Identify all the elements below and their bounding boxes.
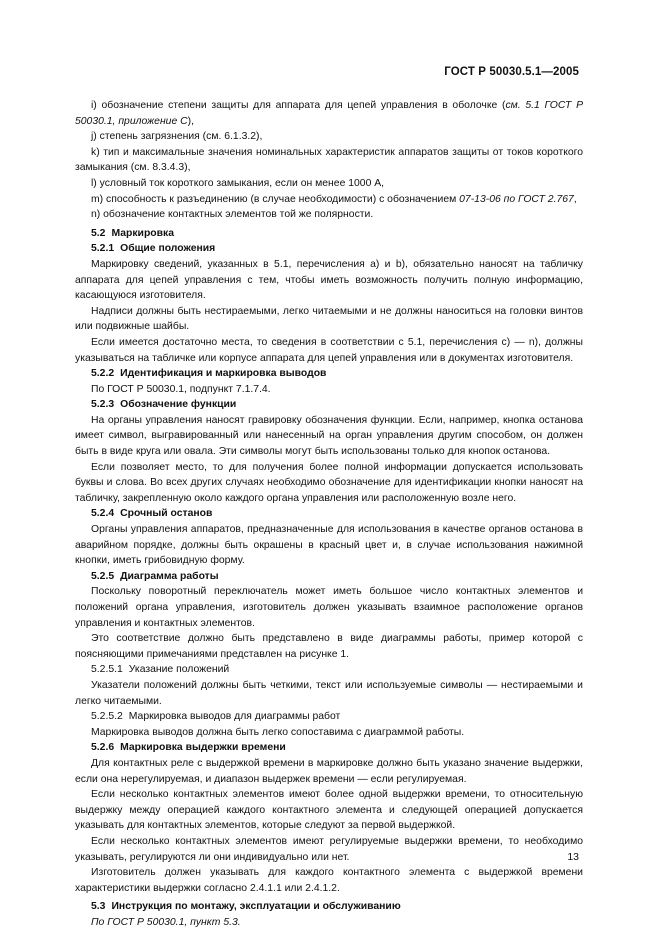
list-item-i: i) обозначение степени защиты для аппарата для цепей управления в оболочке (см. 5.1 ГОСТ Р 50030.1, приложение С), xyxy=(75,100,584,127)
paragraph: На органы управления наносят гравировку обозначения функции. Если, например, кнопка останова имеет символ, выгравированный или нанесенный на орган управления другим способом, он должен быть в виде круга или овала. Эти символы могут быть использованы только для кнопок останова. xyxy=(75,414,583,458)
section-heading-5-3: 5.3 Инструкция по монтажу, эксплуатации и обслуживанию xyxy=(91,901,401,913)
list-item-m: m) способность к разъединению (в случае необходимости) с обозначением 07-13-06 по ГОСТ 2.767, xyxy=(91,193,577,205)
paragraph: Если имеется достаточно места, то сведения в соответствии с 5.1, перечисления c) — n), должны указываться на табличке или корпусе аппарата для цепей управления или в документах изготовителя. xyxy=(75,336,583,364)
paragraph: Это соответствие должно быть представлено в виде диаграммы работы, пример которой с поясняющими примечаниями представлен на рисунке 1. xyxy=(75,633,583,660)
section-heading-5-2-4: 5.2.4 Срочный останов xyxy=(91,508,213,520)
section-heading-5-2-2: 5.2.2 Идентификация и маркировка выводов xyxy=(91,368,327,380)
section-heading-5-2: 5.2 Маркировка xyxy=(91,227,175,239)
section-heading-5-2-5: 5.2.5 Диаграмма работы xyxy=(91,570,219,582)
document-body xyxy=(75,98,583,930)
paragraph: Надписи должны быть нестираемыми, легко читаемыми и не должны наноситься на головки винтов или подвижные шайбы. xyxy=(75,305,583,333)
list-item-k: k) тип и максимальные значения номинальных характеристик аппаратов защиты от токов короткого замыкания (см. 8.3.4.3), xyxy=(75,146,583,174)
paragraph: По ГОСТ Р 50030.1, подпункт 7.1.7.4. xyxy=(91,383,271,395)
paragraph: Изготовитель должен указывать для каждого контактного элемента с выдержкой времени характеристики выдержки согласно 2.4.1.1 или 2.4.1.2. xyxy=(75,867,583,894)
paragraph: Поскольку поворотный переключатель может иметь большое число контактных элементов и положений органа управления, изготовитель должен указывать взаимное расположение органов управления и контактных элементов. xyxy=(75,586,583,629)
paragraph: Маркировку сведений, указанных в 5.1, перечисления a) и b), обязательно наносят на табличку аппарата для цепей управления с тем, чтобы иметь возможность получить полную информацию, касающуюся изготовителя. xyxy=(75,258,583,302)
section-heading-5-2-1: 5.2.1 Общие положения xyxy=(91,243,216,255)
paragraph: По ГОСТ Р 50030.1, пункт 5.3. xyxy=(91,916,241,928)
subsection-heading-5-2-5-1: 5.2.5.1 Указание положений xyxy=(91,664,230,676)
paragraph: Если позволяет место, то для получения более полной информации допускается использовать буквы и слова. Во всех других случаях необходимо обозначение для идентификации кнопки наносят на табличку, закрепленную около каждого органа управления или расположенную возле него. xyxy=(75,461,583,504)
page-number: 13 xyxy=(567,851,579,863)
list-item-j: j) степень загрязнения (см. 6.1.3.2), xyxy=(91,131,263,143)
paragraph: Если несколько контактных элементов имеют более одной выдержки времени, то относительную выдержку между операцией каждого контактного элемента и следующей операцией допускается указывать для контактных элементов, которые следуют за первой выдержкой. xyxy=(75,789,583,832)
list-item-n: n) обозначение контактных элементов той же полярности. xyxy=(91,209,374,221)
paragraph: Маркировка выводов должна быть легко сопоставима с диаграммой работы. xyxy=(91,726,465,738)
paragraph: Органы управления аппаратов, предназначенные для использования в качестве органов останова в аварийном порядке, должны быть окрашены в красный цвет и, в случае использования нажимной кнопки, иметь грибовидную форму. xyxy=(75,524,583,567)
paragraph: Для контактных реле с выдержкой времени в маркировке должно быть указано значение выдержки, если она нерегулируемая, и диапазон выдержек времени — если регулируемая. xyxy=(75,757,583,785)
standard-code: ГОСТ Р 50030.5.1—2005 xyxy=(444,66,579,78)
section-heading-5-2-3: 5.2.3 Обозначение функции xyxy=(91,399,237,411)
paragraph: Если несколько контактных элементов имеют регулируемые выдержки времени, то необходимо указывать, регулируются ли они индивидуально или нет. xyxy=(75,835,583,863)
section-heading-5-2-6: 5.2.6 Маркировка выдержки времени xyxy=(91,742,286,754)
list-item-l: l) условный ток короткого замыкания, если он менее 1000 А, xyxy=(91,177,385,189)
subsection-heading-5-2-5-2: 5.2.5.2 Маркировка выводов для диаграммы работ xyxy=(91,711,341,723)
paragraph: Указатели положений должны быть четкими, текст или используемые символы — нестираемыми и легко читаемыми. xyxy=(75,679,583,707)
